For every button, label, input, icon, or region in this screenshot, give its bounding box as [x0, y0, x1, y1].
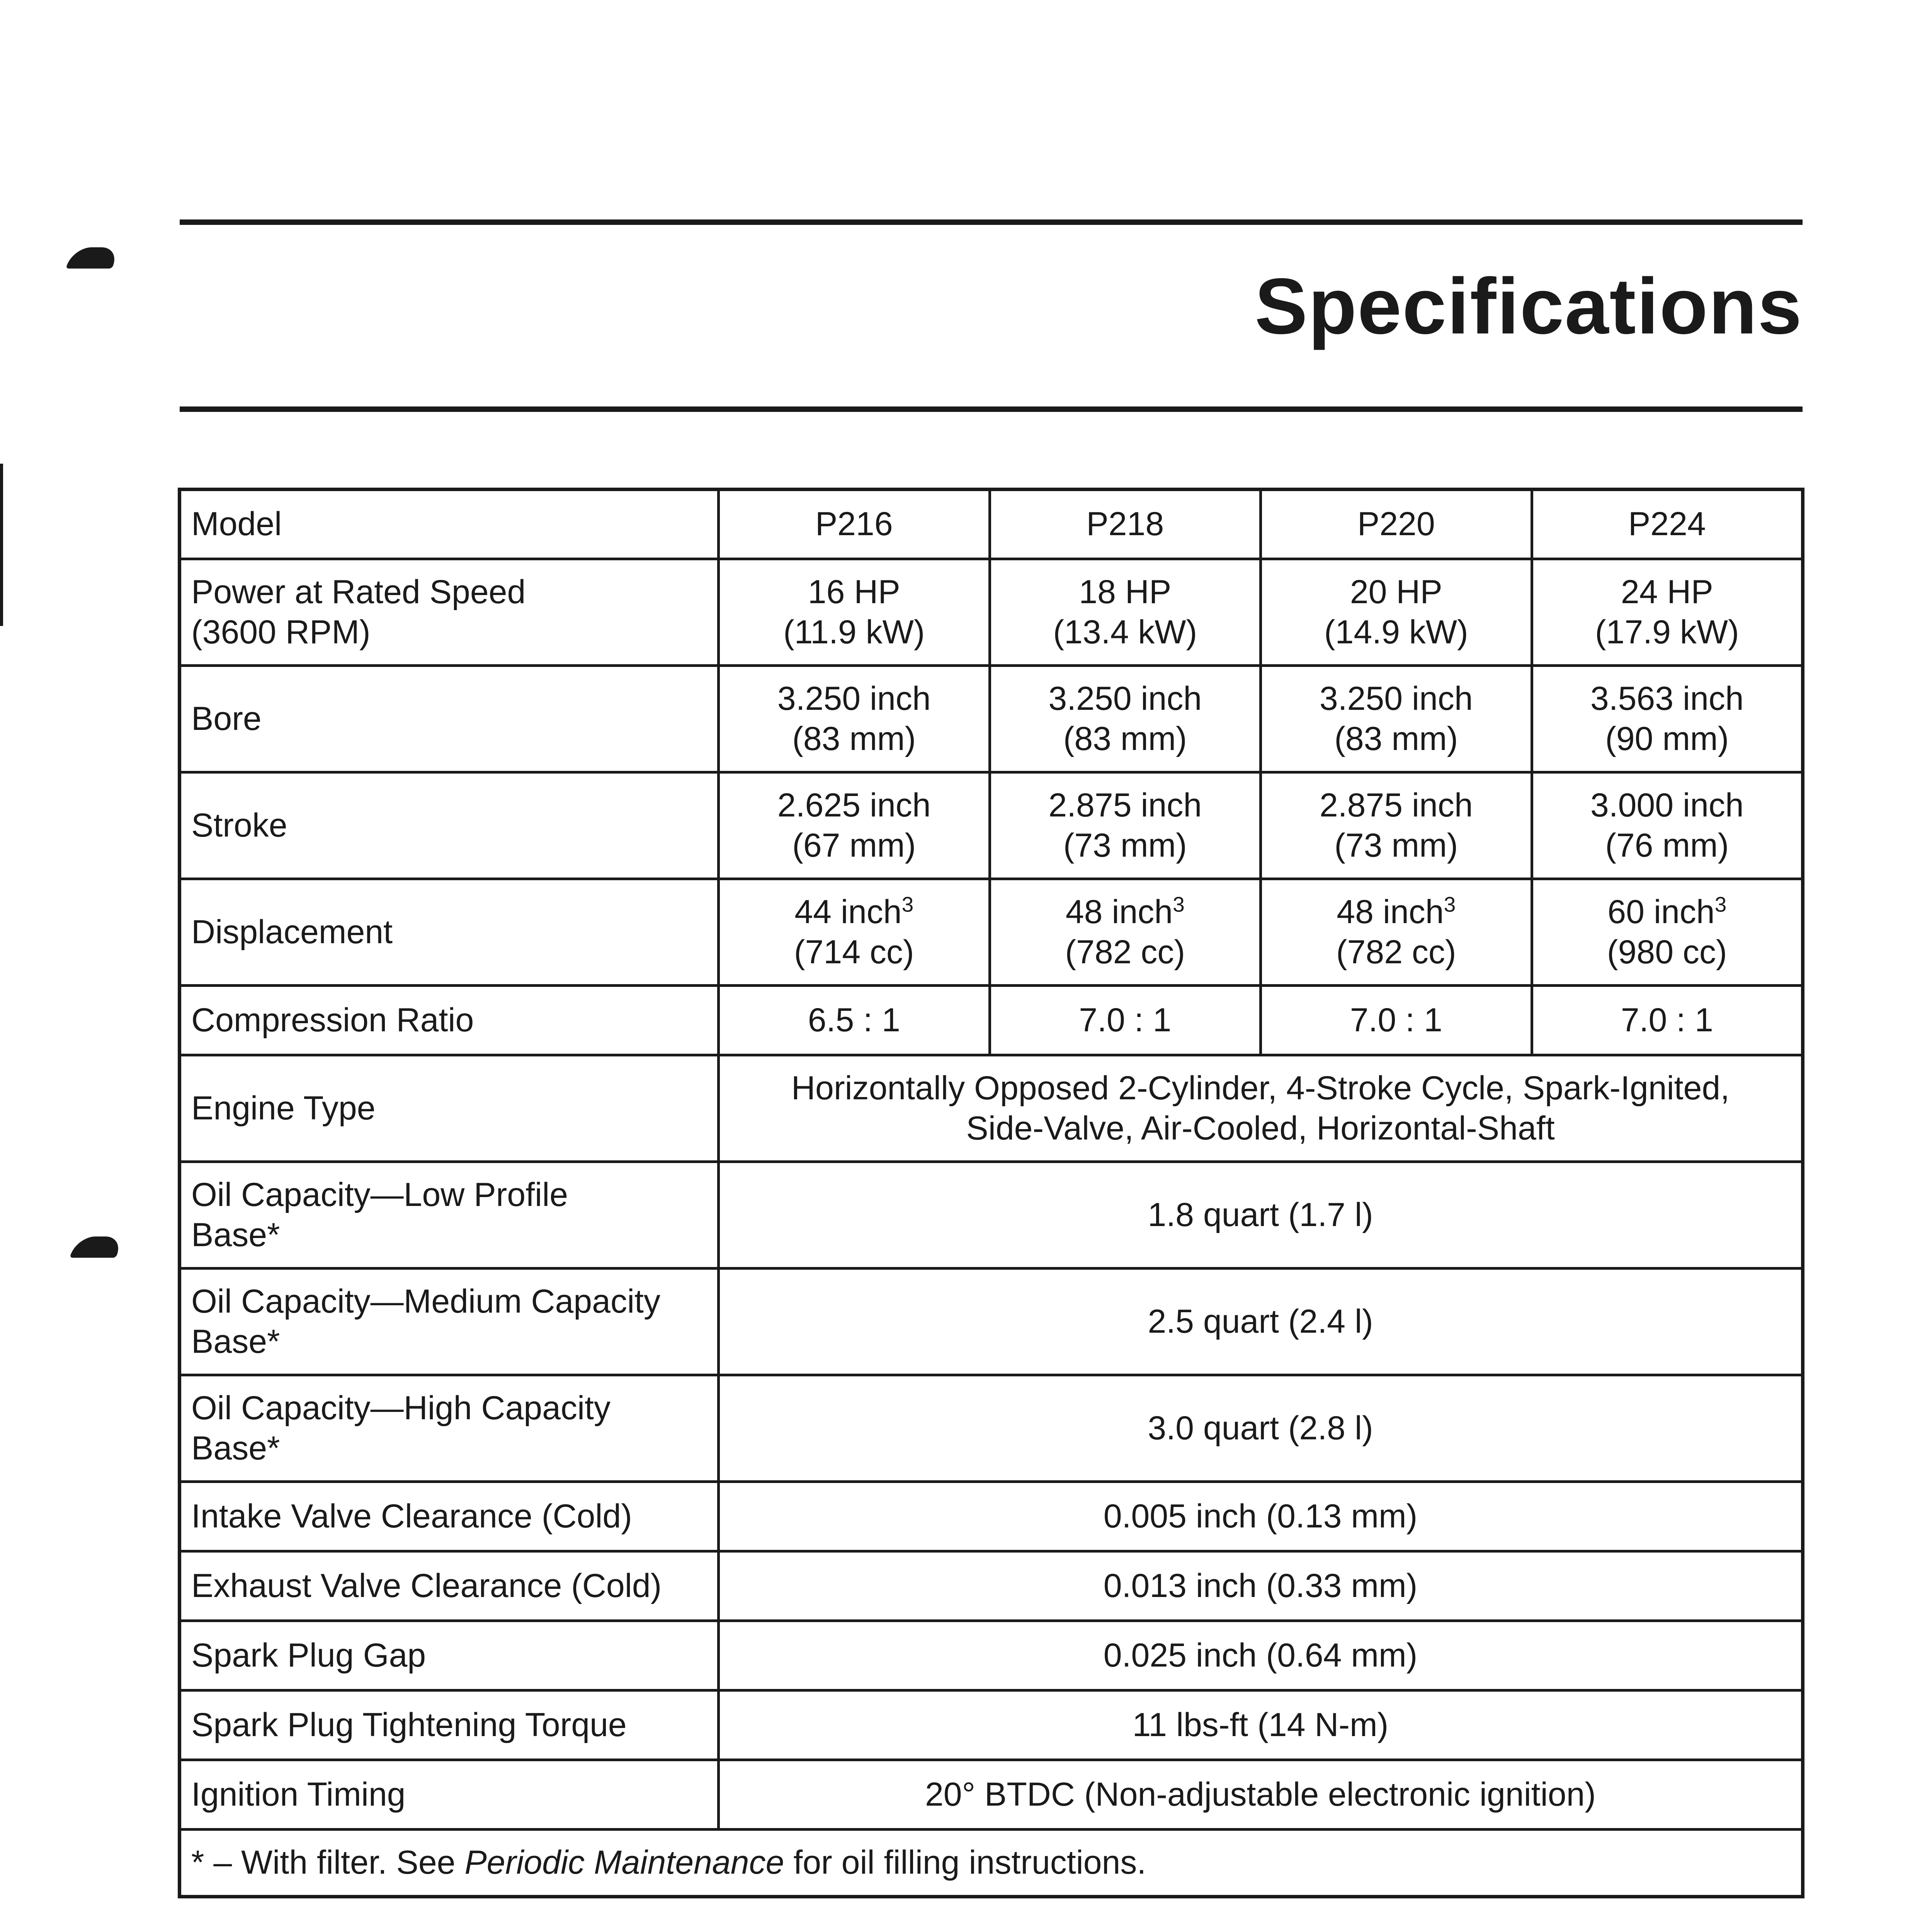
table-row [180, 559, 1803, 666]
spec-value-line: 0.013 inch (0.33 mm) [1103, 1567, 1418, 1604]
binding-hole-mark [66, 247, 120, 269]
binding-hole-mark [70, 1236, 124, 1258]
spec-value-line: 2.875 inch [1048, 787, 1202, 824]
spec-value-line [730, 892, 978, 932]
row-label-line: Base* [191, 1216, 280, 1253]
displacement-value: 44 inch [794, 893, 902, 931]
displacement-value: 60 inch [1607, 893, 1715, 931]
table-row [180, 986, 1803, 1055]
table-row [180, 1482, 1803, 1551]
spec-value-cell [719, 1551, 1803, 1621]
displacement-metric: (782 cc) [1336, 933, 1456, 971]
spec-value-line: 18 HP [1079, 573, 1172, 611]
footnote-emphasis: Periodic Maintenance [464, 1844, 784, 1881]
row-label [180, 1269, 719, 1375]
row-label-line: Oil Capacity—Low Profile [191, 1176, 568, 1214]
spec-value-cell [1532, 986, 1803, 1055]
table-row [180, 1760, 1803, 1830]
spec-value-line [1272, 892, 1520, 932]
spec-value-line: 7.0 : 1 [1621, 1001, 1713, 1039]
displacement-value: 48 inch [1065, 893, 1173, 931]
spec-value-line: 0.005 inch (0.13 mm) [1103, 1497, 1418, 1535]
spec-value-cell [1261, 559, 1532, 666]
row-label [180, 986, 719, 1055]
spec-value-cell [719, 1055, 1803, 1162]
spec-value-cell [719, 1760, 1803, 1830]
spec-value-cell [719, 879, 990, 986]
spec-value-cell [719, 666, 990, 772]
table-row [180, 1690, 1803, 1760]
model-label: Model [180, 490, 719, 559]
spec-value-line: 16 HP [808, 573, 900, 611]
spec-value-line: 0.025 inch (0.64 mm) [1103, 1636, 1418, 1674]
spec-value-line: 20° BTDC (Non-adjustable electronic ignition) [925, 1776, 1596, 1813]
row-label [180, 1690, 719, 1760]
spec-value-line: (14.9 kW) [1324, 613, 1468, 651]
spec-value-cell [719, 772, 990, 879]
row-label-line: Compression Ratio [191, 1001, 474, 1039]
row-label [180, 879, 719, 986]
table-row [180, 1551, 1803, 1621]
table-row [180, 1375, 1803, 1482]
row-label-line: Engine Type [191, 1089, 376, 1127]
row-label [180, 666, 719, 772]
row-label-line: Oil Capacity—High Capacity [191, 1389, 611, 1427]
spec-value-cell [1532, 666, 1803, 772]
row-label [180, 1621, 719, 1690]
spec-value-cell [1261, 772, 1532, 879]
row-label-line: Ignition Timing [191, 1776, 406, 1813]
row-label [180, 1482, 719, 1551]
row-label-line: Base* [191, 1429, 280, 1467]
table-row [180, 666, 1803, 772]
spec-value-cell [1261, 986, 1532, 1055]
spec-value-line: (90 mm) [1605, 720, 1729, 757]
row-label-line: Displacement [191, 913, 393, 951]
row-label [180, 1760, 719, 1830]
spec-value-cell [719, 1690, 1803, 1760]
table-row [180, 1621, 1803, 1690]
row-label [180, 1055, 719, 1162]
table-row [180, 772, 1803, 879]
spec-value-line: 2.5 quart (2.4 l) [1148, 1303, 1373, 1340]
row-label-line: Power at Rated Speed [191, 573, 526, 611]
footnote-row [180, 1830, 1803, 1897]
spec-value-line: 24 HP [1621, 573, 1713, 611]
row-label-line: Bore [191, 700, 262, 737]
cubic-superscript: 3 [1444, 892, 1456, 917]
spec-value-line: (73 mm) [1063, 827, 1187, 864]
row-label-line: Spark Plug Tightening Torque [191, 1706, 627, 1743]
spec-value-cell [719, 986, 990, 1055]
spec-value-cell [990, 879, 1261, 986]
displacement-metric: (782 cc) [1065, 933, 1185, 971]
spec-value-line: 3.250 inch [777, 680, 931, 718]
row-label-line: Stroke [191, 806, 287, 844]
spec-value-line: 3.250 inch [1319, 680, 1473, 718]
specifications-table [178, 488, 1804, 1898]
spec-value-cell [1532, 772, 1803, 879]
model-name: P224 [1532, 490, 1803, 559]
spec-value-cell [719, 1482, 1803, 1551]
model-name: P216 [719, 490, 990, 559]
spec-value-line: 1.8 quart (1.7 l) [1148, 1196, 1373, 1233]
row-label-line: Oil Capacity—Medium Capacity [191, 1283, 660, 1320]
spec-value-cell [719, 559, 990, 666]
row-label [180, 1551, 719, 1621]
displacement-value: 48 inch [1337, 893, 1444, 931]
spec-value-line: 3.000 inch [1590, 787, 1744, 824]
spec-value-cell [990, 666, 1261, 772]
scan-edge-mark [0, 464, 3, 626]
cubic-superscript: 3 [901, 892, 914, 917]
displacement-metric: (714 cc) [794, 933, 914, 971]
specifications-table-body [180, 490, 1803, 1897]
spec-value-line: 11 lbs-ft (14 N-m) [1132, 1706, 1389, 1743]
top-rule [180, 219, 1803, 225]
spec-value-line: (76 mm) [1605, 827, 1729, 864]
title-underline-rule [180, 406, 1803, 412]
page-title: Specifications [1255, 262, 1803, 350]
spec-value-cell [990, 986, 1261, 1055]
spec-value-line: 6.5 : 1 [808, 1001, 900, 1039]
spec-value-line [1543, 892, 1791, 932]
spec-value-line: (13.4 kW) [1053, 613, 1197, 651]
spec-value-line: 3.0 quart (2.8 l) [1148, 1409, 1373, 1447]
spec-value-line: (83 mm) [1063, 720, 1187, 757]
spec-value-line: (73 mm) [1334, 827, 1458, 864]
spec-value-line: Horizontally Opposed 2-Cylinder, 4-Stroke Cycle, Spark-Ignited, [791, 1070, 1730, 1107]
cubic-superscript: 3 [1173, 892, 1185, 917]
row-label [180, 772, 719, 879]
spec-value-cell [719, 1269, 1803, 1375]
spec-value-line: 3.250 inch [1048, 680, 1202, 718]
row-label-line: Spark Plug Gap [191, 1636, 426, 1674]
spec-value-line: (11.9 kW) [783, 613, 925, 651]
displacement-metric: (980 cc) [1607, 933, 1727, 971]
spec-value-line: 3.563 inch [1590, 680, 1744, 718]
spec-value-line: 7.0 : 1 [1079, 1001, 1172, 1039]
model-name: P218 [990, 490, 1261, 559]
spec-value-cell [1261, 879, 1532, 986]
spec-value-cell [990, 559, 1261, 666]
table-row [180, 1162, 1803, 1269]
spec-value-cell [719, 1621, 1803, 1690]
spec-value-line [1001, 892, 1250, 932]
footnote-suffix: for oil filling instructions. [784, 1844, 1146, 1881]
table-row [180, 1269, 1803, 1375]
spec-value-cell [990, 772, 1261, 879]
row-label [180, 1162, 719, 1269]
spec-value-cell [1261, 666, 1532, 772]
table-header-row [180, 490, 1803, 559]
footnote-prefix: * – With filter. See [191, 1844, 465, 1881]
spec-value-line: (67 mm) [792, 827, 916, 864]
row-label-line: (3600 RPM) [191, 613, 371, 651]
spec-value-line: (83 mm) [792, 720, 916, 757]
spec-value-line: (83 mm) [1334, 720, 1458, 757]
row-label [180, 559, 719, 666]
spec-value-line: 7.0 : 1 [1350, 1001, 1442, 1039]
spec-value-line: (17.9 kW) [1595, 613, 1739, 651]
row-label-line: Exhaust Valve Clearance (Cold) [191, 1567, 662, 1604]
footnote [180, 1830, 1803, 1897]
row-label-line: Intake Valve Clearance (Cold) [191, 1497, 632, 1535]
spec-value-cell [1532, 879, 1803, 986]
table-row [180, 879, 1803, 986]
spec-value-line: 2.625 inch [777, 787, 931, 824]
spec-value-line: 2.875 inch [1319, 787, 1473, 824]
row-label [180, 1375, 719, 1482]
spec-value-cell [719, 1375, 1803, 1482]
spec-value-cell [1532, 559, 1803, 666]
model-name: P220 [1261, 490, 1532, 559]
spec-value-line: 20 HP [1350, 573, 1442, 611]
row-label-line: Base* [191, 1323, 280, 1360]
table-row [180, 1055, 1803, 1162]
spec-value-line: Side-Valve, Air-Cooled, Horizontal-Shaft [966, 1109, 1555, 1147]
spec-value-cell [719, 1162, 1803, 1269]
cubic-superscript: 3 [1714, 892, 1727, 917]
